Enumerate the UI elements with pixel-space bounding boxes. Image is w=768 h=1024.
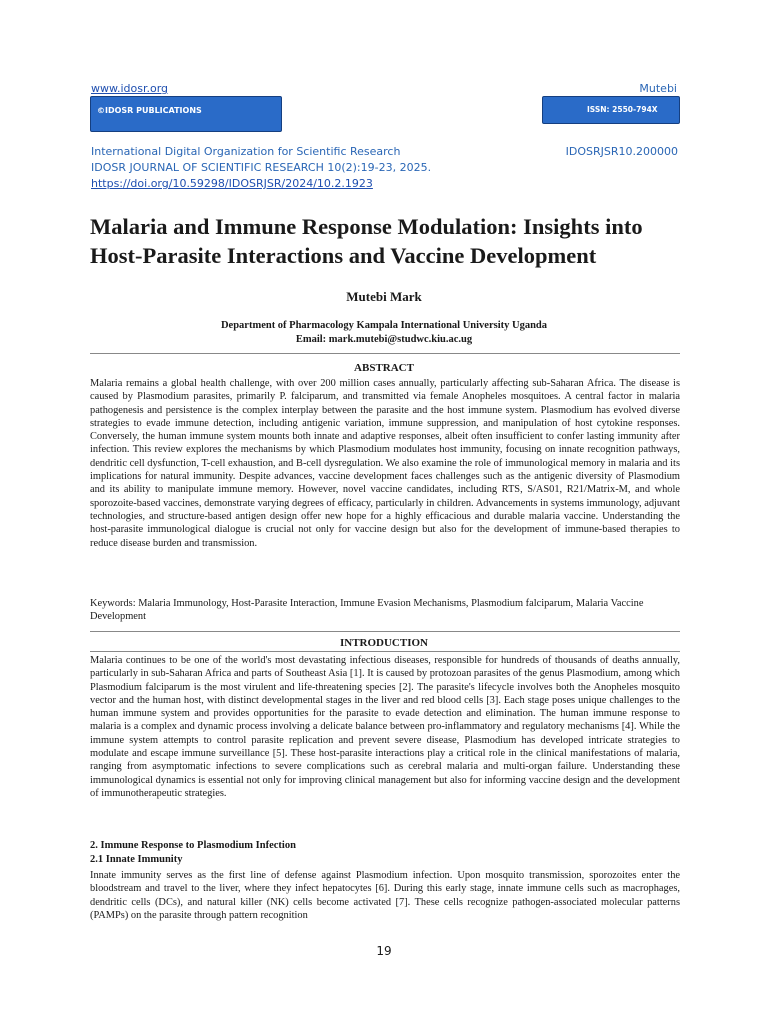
section-2-1-heading: 2.1 Innate Immunity [90,854,183,865]
abstract-text: Malaria remains a global health challenge, with over 200 million cases annually, particularly affecting sub-Saharan Africa. The disease is caused by Plasmodium parasites, primarily P. falciparum, and transmitted via female Anopheles mosquitoes. A central factor in malaria pathogenesis and persistence is the complex interplay between the parasite and the host immune system. Plasmodium has evolved diverse strategies to evade immune detection, including antigenic variation, immune suppression, and manipulation of host cytokine responses. Conversely, the human immune system mounts both innate and adaptive responses, albeit often insufficient to confer lasting immunity after infection. This review explores the mechanisms by which Plasmodium modulates host immunity, focusing on innate recognition pathways, dendritic cell dysfunction, T-cell exhaustion, and B-cell dysregulation. We also examine the role of immunological memory in malaria and its implications for natural immunity. Despite advances, vaccine development faces challenges such as the antigenic diversity of Plasmodium and its ability to manipulate immune memory. However, novel vaccine candidates, including RTS, S/AS01, R21/Matrix-M, and whole sporozoite-based vaccines, demonstrate varying degrees of efficacy, particularly in children. Advancements in systems immunology, adjuvant technologies, and structure-based antigen design offer new hope for a highly efficacious and durable malaria vaccine. Understanding the host-parasite immunological dialogue is crucial not only for vaccine design but also for the development of immune-based therapies to reduce disease burden and transmission. [90,378,680,549]
innate-immunity-text: Innate immunity serves as the first line of defense against Plasmodium infection. Upon mosquito transmission, sporozoites enter the bloodstream and travel to the liver, where they infect hepatocytes [6]. During this early stage, innate immune cells such as macrophages, dendritic cells (DCs), and natural killer (NK) cells become activated [7]. These cells recognize pathogen-associated molecular patterns (PAMPs) on the parasite through pattern recognition [90,870,680,921]
publisher-banner-label: ©IDOSR PUBLICATIONS [97,106,202,115]
author-name: Mutebi Mark [346,289,422,304]
author-affiliation: Department of Pharmacology Kampala International University Uganda [220,320,548,331]
organization-name: International Digital Organization for Scientific Research [91,145,401,158]
introduction-divider [90,651,680,652]
abstract-heading: ABSTRACT [354,362,414,374]
doi-link[interactable]: https://doi.org/10.59298/IDOSRJSR/2024/10.2.1923 [91,177,373,190]
author-email: Email: mark.mutebi@studwc.kiu.ac.ug [295,334,473,345]
section-2-heading: 2. Immune Response to Plasmodium Infection [90,840,296,851]
page-number: 19 [376,944,392,958]
introduction-heading: INTRODUCTION [339,637,428,649]
keywords: Keywords: Malaria Immunology, Host-Parasite Interaction, Immune Evasion Mechanisms, Plasmodium falciparum, Malaria Vaccine Development [90,598,644,623]
introduction-text: Malaria continues to be one of the world's most devastating infectious diseases, responsible for hundreds of thousands of deaths annually, particularly in sub-Saharan Africa and parts of Southeast Asia [1]. It is caused by protozoan parasites of the genus Plasmodium, among which Plasmodium falciparum is the most virulent and life-threatening species [2]. The parasite's lifecycle involves both the Anopheles mosquito vector and the human host, with distinct developmental stages in the liver and red blood cells [3]. Each stage poses unique challenges to the human immune system and provides opportunities for the parasite to evade detection and elimination. The human immune response to malaria is a complex and dynamic process involving a delicate balance between pro-inflammatory and regulatory mechanisms [4]. While the immune system attempts to control parasite replication and prevent severe disease, Plasmodium has developed intricate strategies to modulate and escape immune surveillance [5]. These host-parasite interactions play a critical role in the clinical manifestations of malaria, ranging from asymptomatic infections to severe complications such as cerebral malaria and multi-organ failure. Understanding these immunological dynamics is essential not only for improving clinical management but also for informing vaccine design and the development of immunotherapeutic strategies. [90,655,680,799]
running-header-author: Mutebi [639,82,677,95]
issn-label: ISSN: 2550-794X [587,105,658,114]
journal-id: IDOSRJSR10.200000 [565,145,678,158]
abstract-bottom-divider [90,631,680,632]
site-url-link[interactable]: www.idosr.org [91,82,169,95]
paper-title: Malaria and Immune Response Modulation: Insights into Host-Parasite Interactions and Vaccine Development [90,214,643,268]
abstract-top-divider [90,353,680,354]
issn-banner [542,96,680,124]
publisher-banner [90,96,282,132]
journal-citation: IDOSR JOURNAL OF SCIENTIFIC RESEARCH 10(2):19-23, 2025. [91,161,432,174]
